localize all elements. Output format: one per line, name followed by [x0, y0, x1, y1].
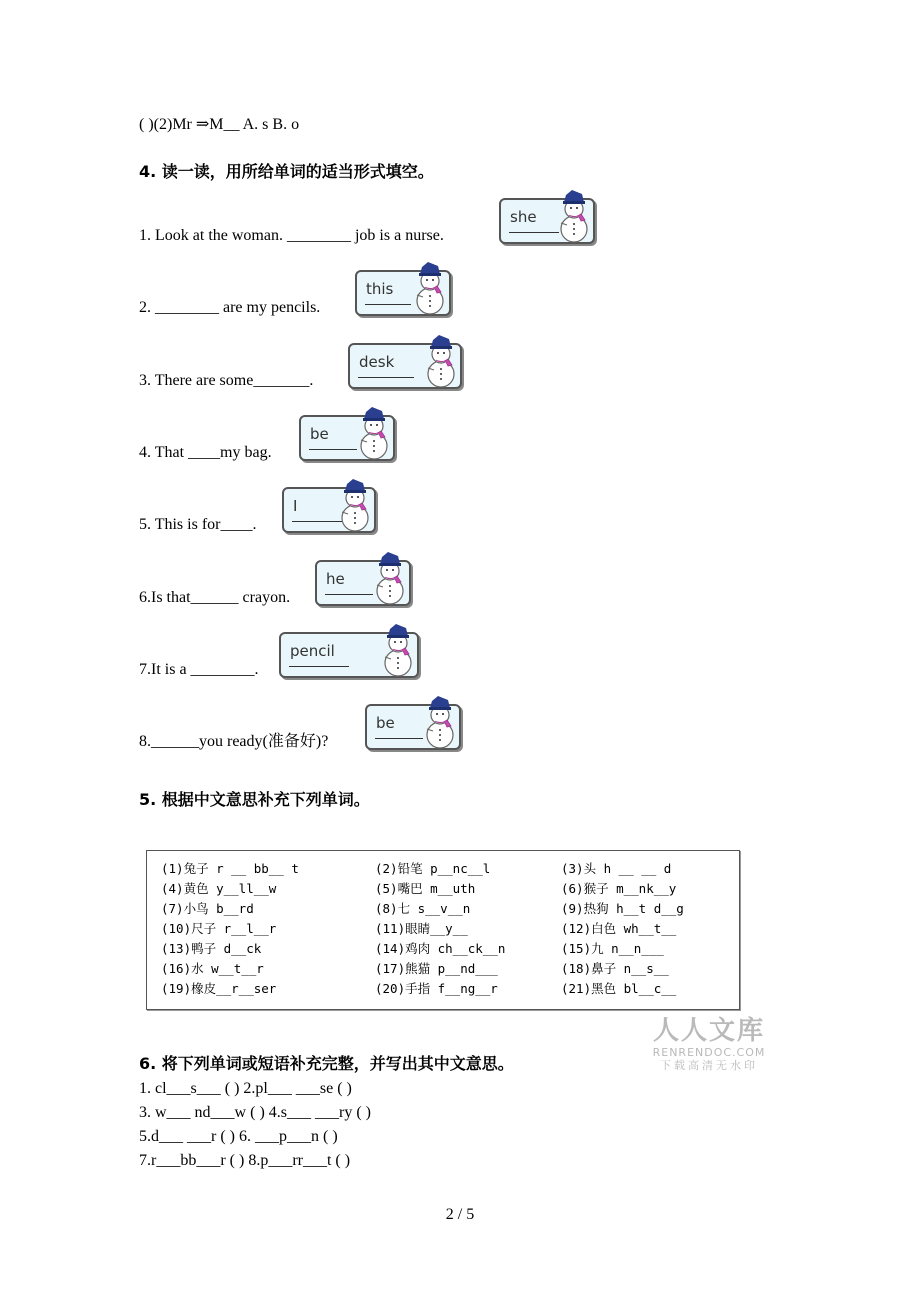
page-number: 2 / 5	[445, 1206, 475, 1223]
hint-underline	[309, 449, 357, 450]
hint-card-8	[365, 704, 461, 750]
vocab-item: (5)嘴巴 m__uth	[375, 881, 476, 896]
hint-underline	[358, 377, 414, 378]
vocab-item: (4)黄色 y__ll__w	[161, 881, 277, 896]
snowman-icon	[424, 335, 458, 389]
snowman-icon	[357, 407, 391, 461]
hint-underline	[365, 304, 411, 305]
hint-underline	[292, 521, 344, 522]
hint-card-5	[282, 487, 376, 533]
hint-card-6	[315, 560, 411, 606]
section5-heading: 5. 根据中文意思补充下列单词。	[139, 790, 370, 809]
vocab-item: (7)小鸟 b__rd	[161, 901, 254, 916]
vocab-item: (3)头 h __ __ d	[561, 861, 672, 876]
vocab-item: (19)橡皮__r__ser	[161, 981, 277, 996]
hint-underline	[325, 594, 373, 595]
fill-line-2: 3. w___ nd___w ( ) 4.s___ ___ry ( )	[139, 1104, 371, 1121]
hint-word: she	[510, 208, 537, 226]
hint-word: this	[366, 280, 394, 298]
hint-word: I	[293, 497, 298, 515]
vocab-item: (1)兔子 r __ bb__ t	[161, 861, 299, 876]
snowman-icon	[338, 479, 372, 533]
section6-heading: 6. 将下列单词或短语补充完整，并写出其中文意思。	[139, 1054, 514, 1073]
fill-item-7: 7.It is a ________.	[139, 661, 259, 678]
vocab-item: (21)黑色 bl__c__	[561, 981, 677, 996]
snowman-icon	[413, 262, 447, 316]
fill-line-1: 1. cl___s___ ( ) 2.pl___ ___se ( )	[139, 1080, 352, 1097]
vocab-item: (8)七 s__v__n	[375, 901, 471, 916]
hint-card-2	[355, 270, 451, 316]
top-line: ( )(2)Mr ⇒M__ A. s B. o	[139, 116, 300, 133]
vocab-item: (12)白色 wh__t__	[561, 921, 677, 936]
hint-word: he	[326, 570, 345, 588]
fill-item-1: 1. Look at the woman. ________ job is a nurse.	[139, 227, 444, 244]
snowman-icon	[557, 190, 591, 244]
watermark-subtitle: RENRENDOC.COM	[652, 1046, 766, 1059]
fill-item-8: 8.______you ready(准备好)?	[139, 733, 329, 750]
watermark-title: 人人文库	[652, 1016, 765, 1046]
vocabulary-box	[146, 850, 740, 1010]
vocab-item: (9)热狗 h__t d__g	[561, 901, 684, 916]
hint-card-4	[299, 415, 395, 461]
fill-item-4: 4. That ____my bag.	[139, 444, 272, 461]
fill-item-5: 5. This is for____.	[139, 516, 257, 533]
hint-underline	[509, 232, 559, 233]
vocab-item: (17)熊猫 p__nd___	[375, 961, 498, 976]
vocab-item: (13)鸭子 d__ck	[161, 941, 262, 956]
section4-heading: 4. 读一读，用所给单词的适当形式填空。	[139, 162, 434, 181]
hint-underline	[289, 666, 349, 667]
fill-item-2: 2. ________ are my pencils.	[139, 299, 321, 316]
fill-line-4: 7.r___bb___r ( ) 8.p___rr___t ( )	[139, 1152, 351, 1169]
fill-item-6: 6.Is that______ crayon.	[139, 589, 291, 606]
snowman-icon	[373, 552, 407, 606]
hint-card-3	[348, 343, 462, 389]
hint-word: desk	[359, 353, 395, 371]
hint-word: pencil	[290, 642, 335, 660]
snowman-icon	[381, 624, 415, 678]
watermark-tagline: 下载高清无水印	[660, 1059, 758, 1072]
hint-underline	[375, 738, 423, 739]
fill-line-3: 5.d___ ___r ( ) 6. ___p___n ( )	[139, 1128, 338, 1145]
vocab-item: (11)眼睛__y__	[375, 921, 468, 936]
vocab-item: (14)鸡肉 ch__ck__n	[375, 941, 506, 956]
vocab-item: (16)水 w__t__r	[161, 961, 264, 976]
hint-card-7	[279, 632, 419, 678]
vocab-item: (20)手指 f__ng__r	[375, 981, 498, 996]
hint-card-1	[499, 198, 595, 244]
snowman-icon	[423, 696, 457, 750]
vocab-item: (15)九 n__n___	[561, 941, 664, 956]
vocab-item: (6)猴子 m__nk__y	[561, 881, 677, 896]
fill-item-3: 3. There are some_______.	[139, 372, 314, 389]
vocab-item: (2)铅笔 p__nc__l	[375, 861, 491, 876]
vocab-item: (10)尺子 r__l__r	[161, 921, 277, 936]
watermark	[646, 1016, 772, 1073]
hint-word: be	[376, 714, 395, 732]
hint-word: be	[310, 425, 329, 443]
vocab-item: (18)鼻子 n__s__	[561, 961, 669, 976]
